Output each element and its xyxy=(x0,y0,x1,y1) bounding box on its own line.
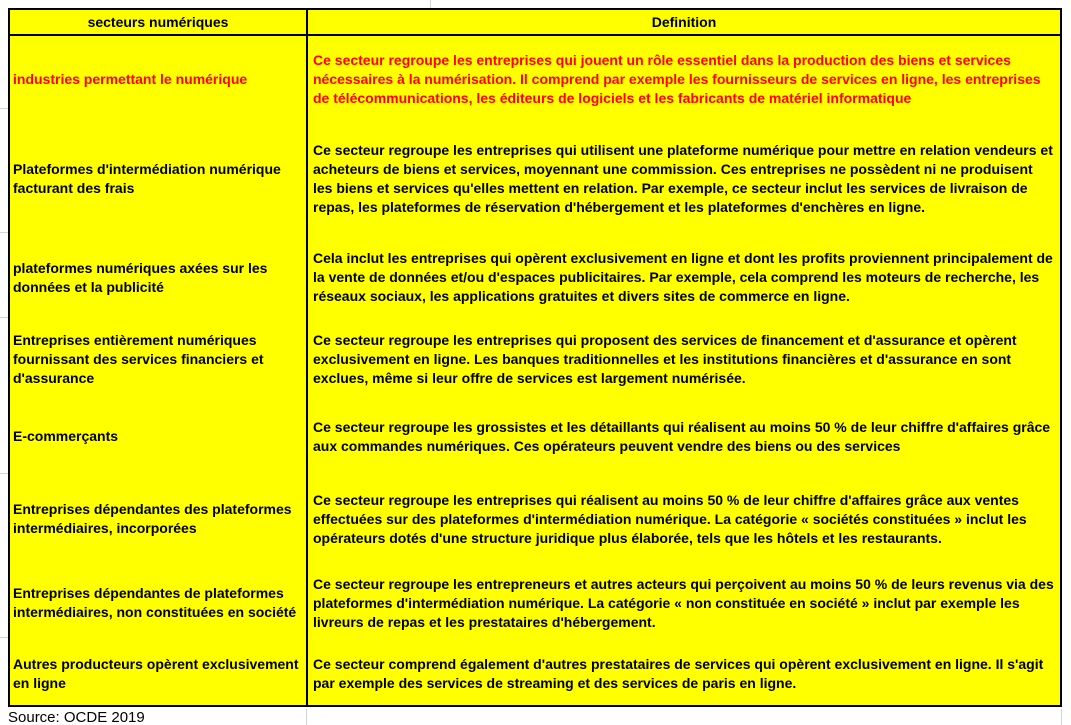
gridline xyxy=(0,232,8,233)
definition-cell: Ce secteur regroupe les entrepreneurs et autres acteurs qui perçoivent au moins 50 % de leurs revenus via des plateformes d'intermédiation numérique. La catégorie « non constituée en société » inclut par exemple les livreurs de repas et les prestataires d'hébergement. xyxy=(313,575,1054,630)
gridline xyxy=(0,637,8,638)
sector-cell: E-commerçants xyxy=(10,398,308,475)
gridline xyxy=(1061,709,1062,725)
definition-cell: Ce secteur regroupe les entreprises qui jouent un rôle essentiel dans la production des biens et services nécessaires à la numérisation. Il comprend par exemple les fournisseurs de services en ligne, les entreprises de télécommunications, les éditeurs de logiciels et les fabricants de matériel informatique xyxy=(313,52,1041,106)
table-row xyxy=(10,36,1060,123)
header-definition: Definition xyxy=(651,13,717,30)
sector-cell: Plateformes d'intermédiation numérique facturant des frais xyxy=(10,123,308,235)
gridline xyxy=(0,108,8,109)
sector-cell: Autres producteurs opèrent exclusivement en ligne xyxy=(10,643,308,705)
gridline xyxy=(430,0,431,8)
table-row xyxy=(10,320,1060,398)
definition-cell: Ce secteur regroupe les entreprises qui proposent des services de financement et d'assurance et opèrent exclusivement en ligne. Les banques traditionnelles et les institutions financières et d'assurance en sont exclues, même si leur offre de services est largement numérisée. xyxy=(313,331,1017,386)
definition-cell: Ce secteur comprend également d'autres prestataires de services qui opèrent exclusivement en ligne. Il s'agit par exemple des services de streaming et des services de paris en ligne. xyxy=(313,656,1044,691)
table-row xyxy=(10,475,1060,563)
gridline xyxy=(0,317,8,318)
gridline xyxy=(0,473,8,474)
sector-cell: plateformes numériques axées sur les données et la publicité xyxy=(10,235,308,320)
table-row xyxy=(10,235,1060,320)
table-row xyxy=(10,643,1060,705)
table-row xyxy=(10,563,1060,643)
definition-cell: Ce secteur regroupe les entreprises qui réalisent au moins 50 % de leur chiffre d'affaires grâce aux ventes effectuées sur des plateformes d'intermédiation numérique. La catégorie « sociétés constituées » inclut les opérateurs dotés d'une structure juridique plus élaborée, tels que les hôtels et les restaurants. xyxy=(313,491,1027,546)
definition-cell: Ce secteur regroupe les grossistes et les détaillants qui réalisent au moins 50 % de leur chiffre d'affaires grâce aux commandes numériques. Ces opérateurs peuvent vendre des biens ou des services xyxy=(313,418,1051,454)
sector-cell: Entreprises dépendantes des plateformes intermédiaires, incorporées xyxy=(10,475,308,563)
sector-cell: industries permettant le numérique xyxy=(10,36,308,123)
sector-cell: Entreprises entièrement numériques fournissant des services financiers et d'assurance xyxy=(10,320,308,398)
sectors-table xyxy=(8,8,1062,707)
table-row xyxy=(10,123,1060,235)
table-row xyxy=(10,398,1060,475)
sector-cell: Entreprises dépendantes de plateformes intermédiaires, non constituées en société xyxy=(10,563,308,643)
source-note: Source: OCDE 2019 xyxy=(8,709,145,725)
table-header-row xyxy=(10,10,1060,36)
header-sectors: secteurs numériques xyxy=(10,10,308,34)
gridline xyxy=(306,709,307,725)
definition-cell: Ce secteur regroupe les entreprises qui utilisent une plateforme numérique pour mettre en relation vendeurs et acheteurs de biens et services, moyennant une commission. Ces entreprises ne possèdent ni ne produisent les biens et services qu'elles mettent en relation. Par exemple, ce secteur inclut les services de livraison de repas, les plateformes de réservation d'hébergement et les plateformes d'enchères en ligne. xyxy=(313,142,1053,215)
definition-cell: Cela inclut les entreprises qui opèrent exclusivement en ligne et dont les profits proviennent principalement de la vente de données et/ou d'espaces publicitaires. Par exemple, cela comprend les moteurs de recherche, les réseaux sociaux, les applications gratuites et divers sites de commerce en ligne. xyxy=(313,250,1053,304)
